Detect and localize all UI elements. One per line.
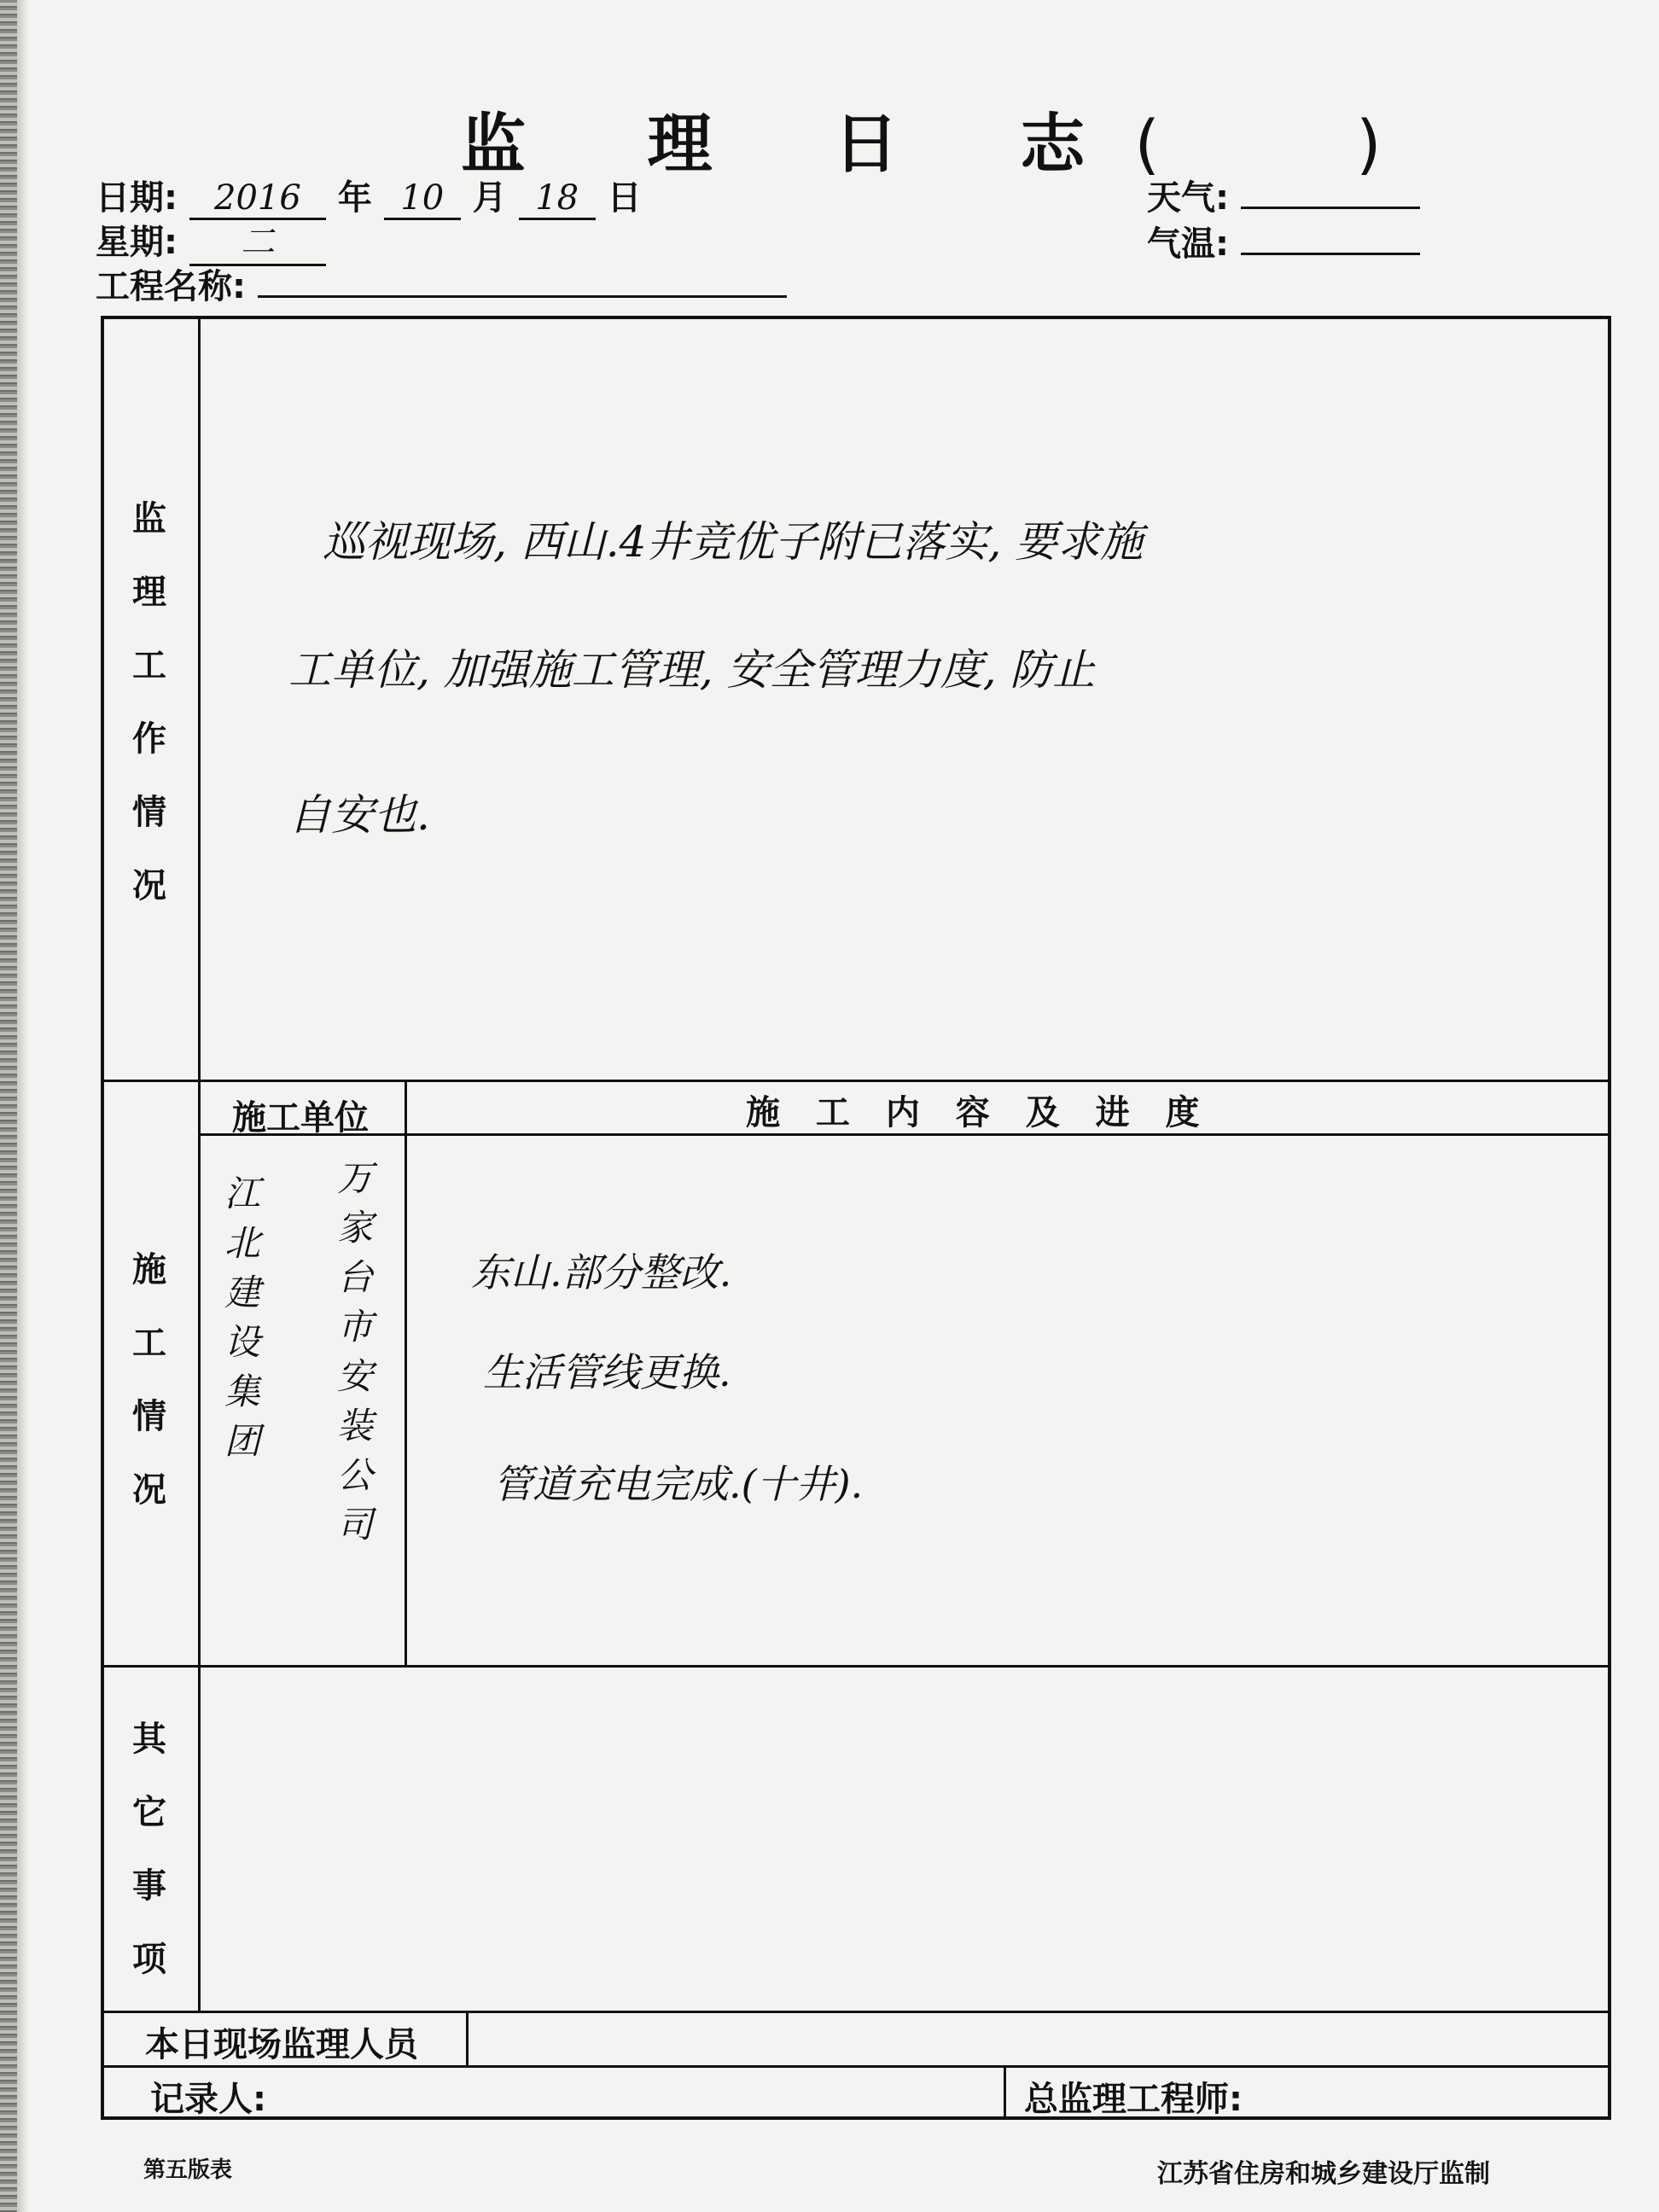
other-matters-field[interactable]	[205, 1673, 1604, 2005]
divider-construction-other	[101, 1665, 1611, 1668]
unit-char: 北	[224, 1222, 260, 1264]
day-unit: 日	[607, 178, 642, 218]
temperature-label: 气温:	[1147, 224, 1229, 264]
unit-char: 市	[336, 1306, 373, 1348]
construction-content-line: 东山.部分整改.	[471, 1249, 732, 1295]
unit-char: 台	[336, 1256, 373, 1298]
weather-label: 天气:	[1147, 178, 1229, 218]
weekday-field[interactable]: 二	[189, 215, 326, 266]
unit-char: 安	[336, 1355, 373, 1397]
staff-divider	[466, 2011, 469, 2065]
weather-field[interactable]	[1241, 176, 1420, 209]
unit-char: 司	[336, 1504, 373, 1545]
unit-char: 集	[224, 1371, 260, 1412]
unit-name-column-1	[218, 1169, 266, 1466]
supervision-label-char: 情	[132, 793, 166, 832]
day-field[interactable]: 18	[519, 178, 596, 220]
unit-name-column-2	[331, 1154, 379, 1550]
other-matters-label	[101, 1703, 198, 1996]
content-header: 施 工 内 容 及 进 度	[746, 1093, 1212, 1132]
project-label: 工程名称:	[96, 267, 246, 306]
project-row	[96, 259, 787, 308]
construction-label	[101, 1233, 198, 1527]
supervision-label-char: 监	[132, 499, 166, 538]
divider-supervision-construction	[101, 1080, 1611, 1082]
staff-field[interactable]	[471, 2014, 1606, 2064]
year-unit: 年	[337, 178, 372, 218]
supervision-label-char: 工	[132, 646, 166, 685]
other-label-char: 项	[132, 1940, 166, 1979]
page-fold-shadow	[17, 0, 29, 2212]
title-paren-open: (	[1134, 106, 1161, 182]
date-row	[96, 171, 642, 220]
temperature-field[interactable]	[1241, 222, 1420, 255]
form-title-text: 监 理 日 志	[461, 106, 1135, 182]
form-title	[461, 92, 1382, 182]
unit-content-divider	[405, 1080, 407, 1665]
month-field[interactable]: 10	[384, 178, 461, 220]
unit-char: 公	[336, 1454, 373, 1496]
unit-char: 建	[224, 1272, 260, 1313]
weekday-label: 星期:	[96, 223, 178, 262]
binding-edge	[0, 0, 17, 2212]
recorder-divider	[1004, 2065, 1006, 2120]
title-paren-close: )	[1356, 106, 1382, 182]
supervision-label	[101, 482, 198, 923]
month-unit: 月	[472, 178, 507, 218]
other-label-char: 事	[132, 1866, 166, 1906]
weekday-row	[96, 215, 326, 266]
staff-label: 本日现场监理人员	[145, 2025, 418, 2064]
year-field[interactable]: 2016	[189, 178, 326, 220]
project-field[interactable]	[258, 261, 787, 298]
construction-label-char: 情	[132, 1397, 166, 1436]
supervision-note-line: 自安也.	[288, 790, 430, 840]
edition-note: 第五版表	[143, 2157, 233, 2183]
weather-row	[1147, 171, 1420, 219]
recorder-label: 记录人:	[150, 2080, 266, 2119]
construction-label-char: 况	[132, 1470, 166, 1510]
construction-label-char: 施	[132, 1250, 166, 1289]
other-label-char: 其	[132, 1720, 166, 1759]
unit-char: 江	[224, 1173, 260, 1214]
issuer-note: 江苏省住房和城乡建设厅监制	[1157, 2159, 1490, 2189]
construction-content-line: 生活管线更换.	[483, 1349, 731, 1395]
construction-label-char: 工	[132, 1324, 166, 1363]
supervision-label-char: 况	[132, 866, 166, 905]
unit-char: 设	[224, 1321, 260, 1363]
supervision-note-line: 巡视现场, 西山.4井竞优子附已落实, 要求施	[323, 517, 1144, 567]
other-label-char: 它	[132, 1793, 166, 1832]
date-label: 日期:	[96, 178, 178, 218]
chief-engineer-label: 总监理工程师:	[1024, 2080, 1243, 2119]
unit-char: 装	[336, 1405, 373, 1447]
temperature-row	[1147, 217, 1420, 265]
supervision-label-char: 作	[132, 719, 166, 759]
divider-other-staff	[101, 2011, 1611, 2013]
construction-content-line: 管道充电完成.(十井).	[493, 1461, 864, 1507]
unit-char: 万	[336, 1157, 373, 1199]
unit-header: 施工单位	[232, 1098, 369, 1138]
unit-char: 团	[224, 1420, 260, 1462]
label-column-divider	[198, 316, 201, 2011]
supervision-note-line: 工单位, 加强施工管理, 安全管理力度, 防止	[288, 645, 1096, 695]
supervision-label-char: 理	[132, 573, 166, 612]
unit-char: 家	[336, 1207, 373, 1249]
